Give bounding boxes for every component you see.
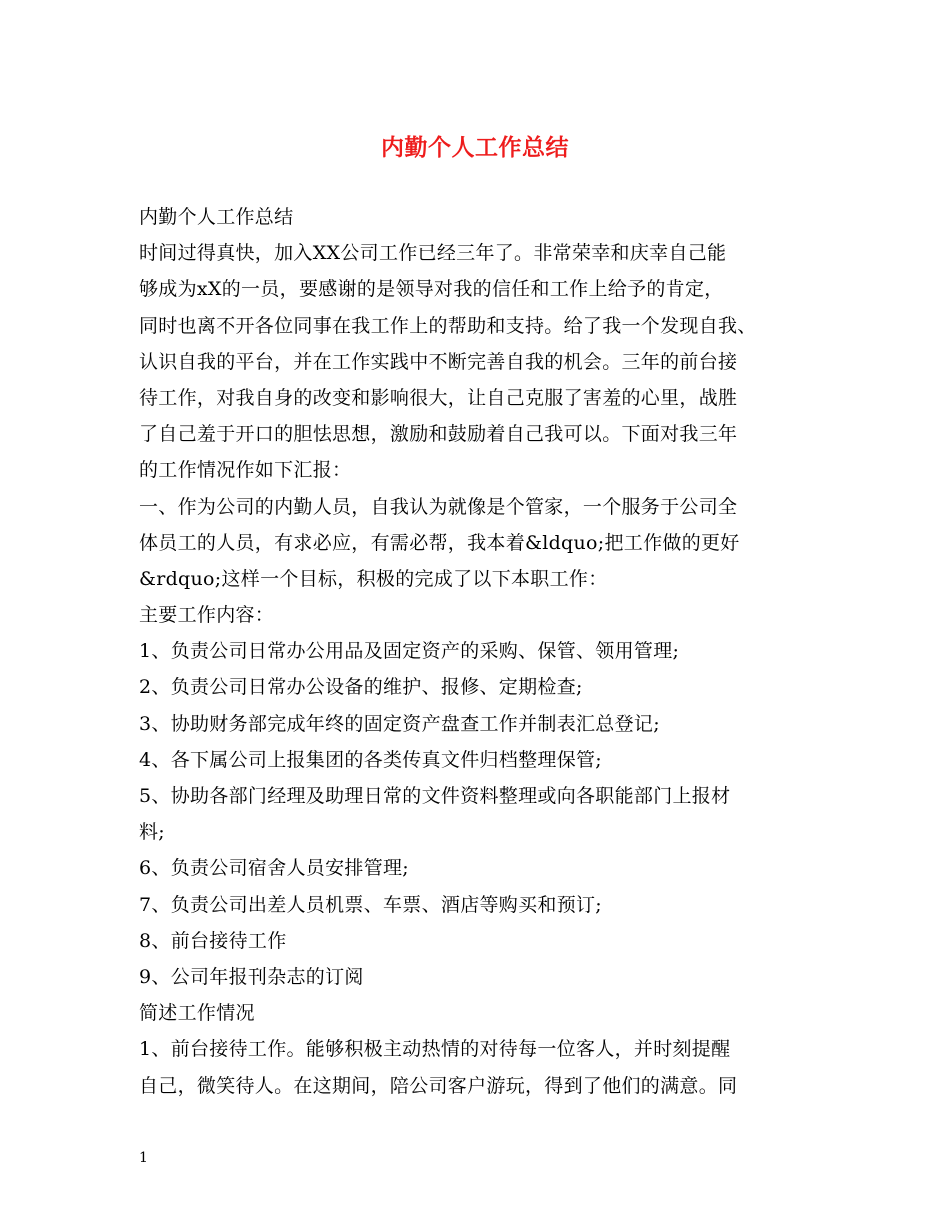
text-line: 体员工的人员，有求必应，有需必帮，我本着&ldquo;把工作做的更好 [139,531,740,554]
text-line: 的工作情况作如下汇报： [139,459,352,482]
text-line: 了自己羞于开口的胆怯思想，激励和鼓励着自己我可以。下面对我三年 [139,423,738,446]
text-line: 认识自我的平台，并在工作实践中不断完善自我的机会。三年的前台接 [139,350,738,373]
text-line: 主要工作内容： [139,604,275,627]
text-line: 时间过得真快，加入XX公司工作已经三年了。非常荣幸和庆幸自己能 [139,242,727,265]
text-line: 8、前台接待工作 [139,929,287,952]
text-line: 1、负责公司日常办公用品及固定资产的采购、保管、领用管理; [139,640,680,663]
text-line: 同时也离不开各位同事在我工作上的帮助和支持。给了我一个发现自我、 [139,314,757,337]
page-number: 1 [139,1150,148,1166]
text-line: 简述工作情况 [139,1002,255,1025]
text-line: 1、前台接待工作。能够积极主动热情的对待每一位客人，并时刻提醒 [139,1038,731,1061]
text-line: 4、各下属公司上报集团的各类传真文件归档整理保管; [139,748,602,771]
text-line: 待工作，对我自身的改变和影响很大，让自己克服了害羞的心里，战胜 [139,386,738,409]
text-line: 料; [139,821,166,844]
text-line: 2、负责公司日常办公设备的维护、报修、定期检查; [139,676,583,699]
text-line: 3、协助财务部完成年终的固定资产盘查工作并制表汇总登记; [139,712,660,735]
text-line: 9、公司年报刊杂志的订阅 [139,965,364,988]
text-line: 够成为xX的一员，要感谢的是领导对我的信任和工作上给予的肯定， [139,278,724,301]
text-line: 7、负责公司出差人员机票、车票、酒店等购买和预订; [139,893,602,916]
document-title: 内勤个人工作总结 [381,134,569,161]
text-line: 一、作为公司的内勤人员，自我认为就像是个管家，一个服务于公司全 [139,495,738,518]
text-line: 内勤个人工作总结 [139,206,294,228]
text-line: 自己，微笑待人。在这期间，陪公司客户游玩，得到了他们的满意。同 [139,1074,738,1097]
text-line: 6、负责公司宿舍人员安排管理; [139,857,409,880]
document-body [139,199,819,1104]
text-line: &rdquo;这样一个目标，积极的完成了以下本职工作： [139,567,608,590]
text-line: 5、协助各部门经理及助理日常的文件资料整理或向各职能部门上报材 [139,785,731,807]
